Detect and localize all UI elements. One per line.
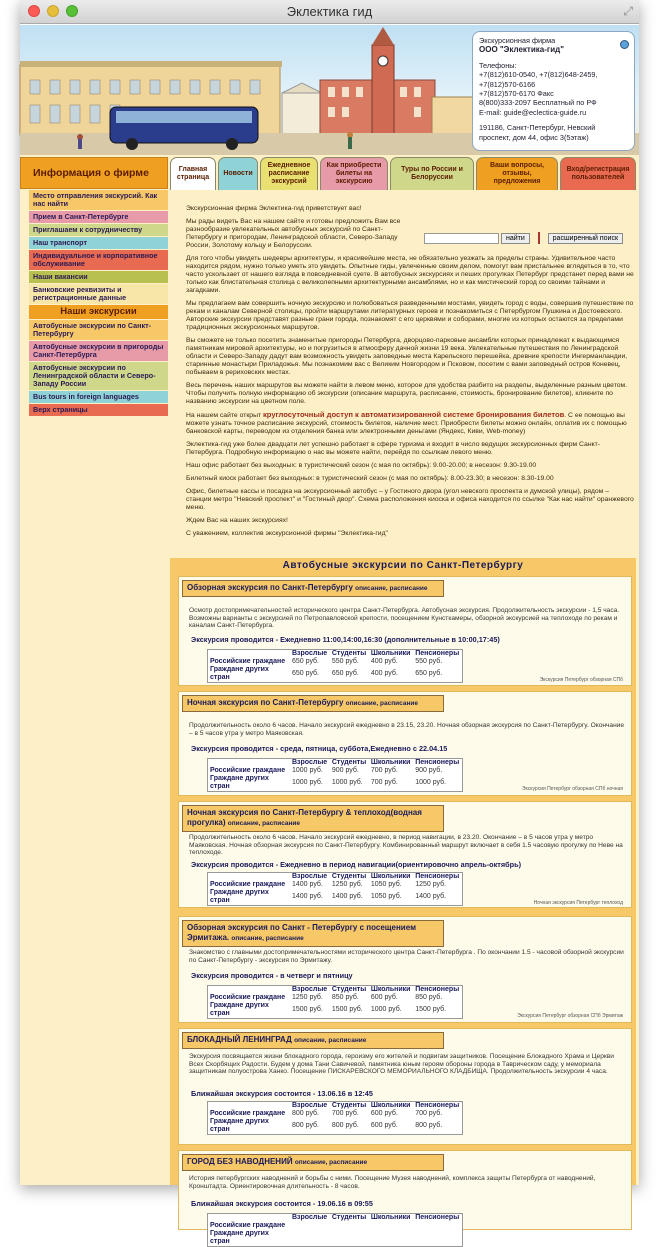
- menu-item-foreign-tours[interactable]: Bus tours in foreign languages: [29, 391, 168, 404]
- see-you-text: Ждем Вас на наших экскурсиях!: [186, 517, 288, 524]
- tour-description: Продолжительность около 6 часов. Начало экскурсий ежедневно, в период навигации, в 23.20. Окончание – в 5 часов утра у метро Маяковская. Ночная обзорная экскурсия по Санкт-Петербургу. Комбинированный маршрут включает в себя 1.5 часовую прогулку по Неве на теплоходе.: [189, 834, 623, 857]
- bullet-icon: [620, 40, 629, 49]
- menu-item-transport[interactable]: Наш транспорт: [29, 237, 168, 250]
- paragraph-about: Эклектика-гид уже более двадцати лет успешно работает в сфере туризма и входит в число ведущих экскурсионных фирм Санкт-Петербурга. Подробную информацию о нас вы можете найти, перейдя по ссылкам левого меню.: [186, 441, 600, 456]
- menu-item-reception[interactable]: Прием в Санкт-Петербурге: [29, 211, 168, 224]
- tour-name[interactable]: ГОРОД БЕЗ НАВОДНЕНИЙ описание, расписание: [182, 1154, 444, 1171]
- tour-image-caption: Ночная экскурсия Петербург теплоход: [533, 900, 623, 906]
- menu-item-cooperation[interactable]: Приглашаем к сотрудничеству: [29, 224, 168, 237]
- window-title: Эклектика гид: [286, 4, 373, 19]
- email[interactable]: E-mail: guide@eclectica-guide.ru: [479, 107, 587, 117]
- tour-name[interactable]: БЛОКАДНЫЙ ЛЕНИНГРАД описание, расписание: [182, 1032, 444, 1049]
- tab-feedback[interactable]: Ваши вопросы, отзывы, предложения: [476, 157, 558, 190]
- price-table: Взрослые Студенты Школьники Пенсионеры Российские граждане 650 руб. 550 руб. 400 руб. 550 руб. Граждане других стран 650 руб. 650 руб. 400 руб. 650 руб.: [207, 649, 463, 683]
- kiosk-hours: Билетный киоск работает без выходных: в туристический сезон (с мая по октябрь): 8.00-23.30; в несезон: 8.30-19.00: [186, 475, 554, 482]
- phone-4: 8(800)333-2097 Бесплатный по РФ: [479, 98, 597, 108]
- tour-description: Экскурсия посвящается жизни блокадного города, героизму его жителей и подвигам защитников. Посещение Блокадного Храма и Церкви Всех Скорбящих Радости. Будем у дома Тани Савичевой, памятника юным героям обороны города в Таврическом саду, у мемориала защитникам полуострова Ханко. Посещение ПИСКАРЕВСКОГО МЕМОРИАЛЬНОГО КЛАДБИЩА. Продолжительность экскурсии 4 часа.: [189, 1053, 614, 1076]
- tour-card: [178, 691, 632, 796]
- price-table: Взрослые Студенты Школьники Пенсионеры Российские граждане 1000 руб. 900 руб. 700 руб. 900 руб. Граждане других стран 1000 руб. 1000 руб. 700 руб. 1000 руб.: [207, 758, 463, 792]
- tour-name[interactable]: Ночная экскурсия по Санкт-Петербургу описание, расписание: [182, 695, 444, 712]
- title-bar: [20, 0, 639, 24]
- tour-name[interactable]: Обзорная экскурсия по Санкт - Петербургу с посещением Эрмитажа. описание, расписание: [182, 920, 444, 947]
- tour-description: История петербургских наводнений и борьбы с ними. Посещение Музея наводнений, комплекса защиты Петербурга от наводнений, Кронштадта. Ориентировочная длительность - 8 часов.: [189, 1175, 596, 1190]
- tour-schedule: Экскурсия проводится - Ежедневно в период навигации(ориентировочно апрель-октябрь): [191, 860, 521, 869]
- firm-type: Экскурсионная фирма: [479, 36, 556, 45]
- phone-3: +7(812)570-6170 Факс: [479, 89, 554, 99]
- price-table: Взрослые Студенты Школьники Пенсионеры Российские граждане Граждане других стран: [207, 1213, 463, 1247]
- tour-card: [178, 916, 632, 1023]
- tour-image-caption: Экскурсия Петербург обзорная СПб: [539, 677, 623, 683]
- tab-home[interactable]: Главная страница: [170, 157, 216, 190]
- address: 191186, Санкт-Петербург, Невский проспект, дом 44, офис 3(5этаж): [479, 123, 596, 142]
- tour-schedule: Экскурсия проводится - Ежедневно 11:00,14:00,16:30 (дополнительные в 10:00,17:45): [191, 635, 500, 644]
- menu-item-suburb-tours[interactable]: Автобусные экскурсии в пригороды Санкт-Петербурга: [29, 341, 168, 362]
- tab-tours-russia[interactable]: Туры по России и Белоруссии: [390, 157, 474, 190]
- tour-image-caption: Экскурсия Петербург обзорная СПб Эрмитаж: [517, 1013, 623, 1019]
- paragraph-location: Офис, билетные кассы и посадка на экскурсионный автобус – у Гостиного двора (угол невского проспекта и думской улицы), рядом – станции метро "Невский проспект" и "Гостиный двор". Схема расположения киоска и офиса находится по ссылке "Как нас найти" оранжевого меню.: [186, 488, 634, 511]
- site-header: [20, 25, 639, 155]
- phone-2: +7(812)570-6166: [479, 79, 536, 89]
- web-page: [20, 25, 639, 1245]
- tab-login[interactable]: Вход/регистрация пользователей: [560, 157, 636, 190]
- fullscreen-icon[interactable]: ⤢: [623, 4, 633, 18]
- paragraph-booking: На нашем сайте открыт круглосуточный доступ к автоматизированной системе бронирования билетов. С ее помощью вы можете узнать точное расписание экскурсий, стоимость билетов, наличие мест. Приобрести билеты можно онлайн, оплатив их с помощью банковской карты, переводом из отделения банка или электронными деньгами (Яндекс, Киви, Web-money): [186, 410, 627, 435]
- tour-description: Продолжительность около 6 часов. Начало экскурсий ежедневно в 23.15, 23.20. Ночная обзорная экскурсия по Санкт-Петербургу. Окончание – в 5 часов утра у метро Маяковская.: [189, 722, 625, 737]
- tour-card: [178, 801, 632, 908]
- price-table: Взрослые Студенты Школьники Пенсионеры Российские граждане 1250 руб. 850 руб. 600 руб. 850 руб. Граждане других стран 1500 руб. 1500 руб. 1000 руб. 1500 руб.: [207, 985, 463, 1019]
- left-menu: [29, 190, 168, 417]
- tour-description: Знакомство с главными достопримечательностями исторического центра Санкт-Петербурга . По окончании 1.5 - часовой обзорной экскурсии по Санкт-Петербургу - экскурсия по Эрмитажу.: [189, 949, 624, 964]
- intro-text: Мы рады видеть Вас на нашем сайте и готовы предложить Вам все разнообразие увлекательных автобусных экскурсий по Санкт-Петербургу и пригородам, Ленинградской области, Северо-Западу России, Золотому кольцу и Белоруссии.: [186, 218, 401, 249]
- menu-item-requisites[interactable]: Банковские реквизиты и регистрационные данные: [29, 284, 168, 305]
- tour-links: описание, расписание: [345, 700, 418, 707]
- price-table: Взрослые Студенты Школьники Пенсионеры Российские граждане 800 руб. 700 руб. 600 руб. 700 руб. Граждане других стран 800 руб. 800 руб. 600 руб. 800 руб.: [207, 1101, 463, 1135]
- firm-info-header: Информация о фирме: [20, 157, 168, 189]
- paragraph-night: Мы предлагаем вам совершить ночную экскурсию и полюбоваться разведенными мостами, увидеть город с воды, совершив путешествие по рекам и каналам Северной столицы, пройти маршрутами литературных героев и познакомиться с Петербургом Пушкина и Достоевского. Авторские экскурсии представят разные грани города, познакомят с его церквями и соборами, многие из которых остаются за пределами традиционных экскурсионных маршрутов.: [186, 300, 634, 331]
- tour-schedule: Экскурсия проводится - среда, пятница, суббота,Ежедневно с 22.04.15: [191, 744, 448, 753]
- tour-name[interactable]: Обзорная экскурсия по Санкт-Петербургу описание, расписание: [182, 580, 444, 597]
- tour-card: [178, 576, 632, 686]
- advanced-search-button[interactable]: расширенный поиск: [548, 233, 623, 244]
- menu-item-top[interactable]: Верх страницы: [29, 404, 168, 417]
- main-content: [186, 195, 636, 543]
- office-hours: Наш офис работает без выходных: в туристический сезон (с мая по октябрь): 9.00-20.00; в несезон: 9.30-19.00: [186, 462, 537, 469]
- browser-window: [20, 0, 639, 1245]
- menu-item-region-tours[interactable]: Автобусные экскурсии по Ленинградской области и Северо-Западу России: [29, 362, 168, 391]
- welcome-text: Экскурсионная фирма Эклектика-гид приветствует вас!: [186, 205, 362, 212]
- tour-card: [178, 1028, 632, 1145]
- tab-news[interactable]: Новости: [218, 157, 258, 190]
- menu-item-vacancies[interactable]: Наши вакансии: [29, 271, 168, 284]
- menu-item-spb-tours[interactable]: Автобусные экскурсии по Санкт-Петербургу: [29, 320, 168, 341]
- price-table: Взрослые Студенты Школьники Пенсионеры Российские граждане 1400 руб. 1250 руб. 1050 руб. 1250 руб. Граждане других стран 1400 руб. 1400 руб. 1050 руб. 1400 руб.: [207, 872, 463, 906]
- menu-item-corporate[interactable]: Индивидуальное и корпоративное обслуживание: [29, 250, 168, 271]
- tours-title: Автобусные экскурсии по Санкт-Петербургу: [282, 560, 524, 571]
- tour-links: описание, расписание: [294, 1037, 367, 1044]
- tour-schedule: Экскурсия проводится - в четверг и пятницу: [191, 971, 353, 980]
- signature-text: С уважением, коллектив экскурсионной фирмы "Эклектика-гид": [186, 530, 388, 537]
- main-tabs: [20, 156, 639, 190]
- tab-tickets[interactable]: Как приобрести билеты на экскурсию: [320, 157, 388, 190]
- tours-menu-header: Наши экскурсии: [29, 305, 168, 320]
- search-button[interactable]: найти: [501, 233, 530, 244]
- tour-links: описание, расписание: [355, 585, 428, 592]
- contact-box: [472, 31, 635, 151]
- tour-schedule: Ближайшая экскурсия состоится - 19.06.16 в 09:55: [191, 1199, 373, 1208]
- tours-section: [170, 558, 636, 1245]
- tour-links: описание, расписание: [231, 935, 304, 942]
- paragraph-suburbs: Вы сможете не только посетить знаменитые пригороды Петербурга, дворцово-парковые ансамбли которых принадлежат к выдающимся памятникам мировой архитектуры, но и погрузиться в атмосферу дачной жизни 19 века. Увлекательные путешествия по Ленинградской области и Северо-Западу дадут вам возможность увидеть заповедные места Карельского перешейка, древние крепости Ингерманландии, старинные монастыри Приладожья. Мы познакомим вас с Великим Новгородом и Псковом, посетим с вами заповедный остров Коневец, побываем в рериховских местах.: [186, 337, 628, 376]
- menu-item-location[interactable]: Место отправления экскурсий. Как нас найти: [29, 190, 168, 211]
- tour-schedule: Ближайшая экскурсия состоится - 13.06.16 в 12:45: [191, 1089, 373, 1098]
- paragraph-menu: Весь перечень наших маршрутов вы можете найти в левом меню, которое для удобства разбито на разделы, выделенные разным цветом. Чтобы получить полную информацию об экскурсии (описание маршрута, расписание, стоимость, бронирование билетов), кликните по названию экскурсии на цветном поле.: [186, 382, 628, 405]
- tab-schedule[interactable]: Ежедневное расписание экскурсий: [260, 157, 318, 190]
- tour-links: описание, расписание: [294, 1159, 368, 1166]
- tour-name[interactable]: Ночная экскурсия по Санкт-Петербургу & теплоход(водная прогулка) описание, расписание: [182, 805, 444, 832]
- phones-label: Телефоны:: [479, 60, 517, 70]
- firm-name: ООО "Эклектика-гид": [479, 45, 564, 55]
- tour-description: Осмотр достопримечательностей исторического центра Санкт-Петербурга. Автобусная экскурсия. Продолжительность экскурсии - 1,5 часа. Возможны варианты с экскурсией по Петропавловской крепости, посещением Кунсткамеры, обзорной экскурсией на теплоходе по рекам и каналам Санкт-Петербурга.: [189, 607, 620, 630]
- paragraph-architecture: Для того чтобы увидеть шедевры архитектуры, и красивейшие места, не обязательно уезжать за пределы страны. Удивительное часто находится рядом, нужно только уметь это увидеть. Опытные гиды, увлеченные своим делом, помогут вам пристальнее вглядеться в то, что часто ускользает от нашего взгляда в повседневной суете. В автобусных экскурсиях и пеших прогулках Петербург предстанет перед вами не только как блистательная столица с великолепными архитектурными ансамблями, но и как мистический город со своими тайнами и загадками.: [186, 255, 634, 294]
- phone-1: +7(812)610-0540, +7(812)648-2459,: [479, 70, 598, 80]
- tour-image-caption: Экскурсия Петербург обзорная СПб ночная: [521, 786, 623, 792]
- tour-links: описание, расписание: [227, 820, 301, 827]
- tour-card: [178, 1150, 632, 1245]
- booking-link[interactable]: круглосуточный доступ к автоматизированной системе бронирования билетов: [262, 410, 565, 419]
